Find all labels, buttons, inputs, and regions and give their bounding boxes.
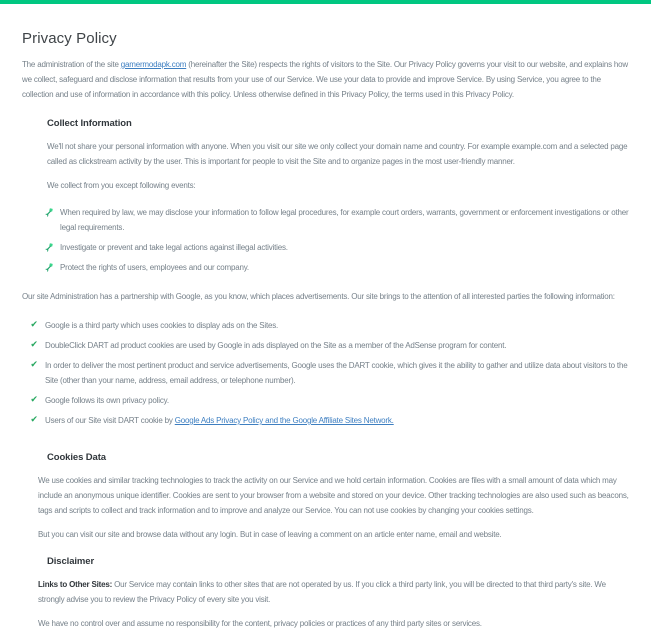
list-item xyxy=(29,393,631,408)
collect-paragraph-2: We collect from you except following events: xyxy=(47,181,196,190)
check-icon: ✔ xyxy=(30,340,38,350)
check-icon: ✔ xyxy=(30,360,38,370)
list-item-text: Protect the rights of users, employees and our company. xyxy=(60,263,249,272)
list-item xyxy=(29,318,631,333)
check-icon: ✔ xyxy=(30,395,38,405)
disclaimer-section xyxy=(38,556,631,631)
google-info-list xyxy=(29,318,631,428)
links-to-other-sites-label: Links to Other Sites: xyxy=(38,580,113,589)
list-item xyxy=(44,205,631,235)
list-item-text: Google follows its own privacy policy. xyxy=(45,396,169,405)
check-icon: ✔ xyxy=(30,320,38,330)
site-link[interactable]: gamermodapk.com xyxy=(120,60,187,69)
collect-paragraph-1: We'll not share your personal information with anyone. When you visit our site we only collect your domain name and country. For example example.com and a selected page called as clickstream activity by the user. This is important for people to visit the Site and to organize pages in the most user-friendly manner. xyxy=(47,142,628,166)
cookies-paragraph-1: We use cookies and similar tracking technologies to track the activity on our Service and we hold certain information. Cookies are files with a small amount of data which may include an anonymous unique identifier. Cookies are sent to your browser from a website and stored on your device. Other tracking technologies are also used such as beacons, tags and scripts to collect and track information and to improve and analyze our Service. You can not use cookies by changing your cookies settings. xyxy=(38,476,629,515)
check-icon: ✔ xyxy=(30,415,38,425)
google-partnership-paragraph: Our site Administration has a partnership with Google, as you know, which places advertisements. Our site brings to the attention of all interested parties the following information: xyxy=(22,292,615,301)
links-to-other-sites-text: Our Service may contain links to other sites that are not operated by us. If you click a third party link, you will be directed to that third party's site. We strongly advise you to review the Privacy Policy of every site you visit. xyxy=(38,580,606,604)
list-item xyxy=(29,338,631,353)
intro-pre-link-text: The administration of the site xyxy=(22,60,121,69)
intro-post-link-text: (hereinafter the Site) respects the rights of visitors to the Site. Our Privacy Policy governs your visit to our website, and explains how we collect, safeguard and disclose information that results from your use of our Service. We use your data to provide and improve Service. By using Service, you agree to the collection and use of information in accordance with this policy. Unless otherwise defined in this Privacy Policy, the terms used in this Privacy Policy. xyxy=(22,60,628,99)
rocket-sprout-icon xyxy=(44,263,54,273)
list-item-text: Investigate or prevent and take legal actions against illegal activities. xyxy=(60,243,288,252)
list-item xyxy=(44,260,631,275)
collect-information-heading: Collect Information xyxy=(47,118,132,129)
list-item-text: In order to deliver the most pertinent product and service advertisements, Google uses the DART cookie, which gives it the ability to gather and utilize data about visitors to the Site (other than your name, address, email address, or telephone number). xyxy=(45,361,628,385)
cookies-paragraph-2: But you can visit our site and browse data without any login. But in case of leaving a comment on an article enter name, email and website. xyxy=(38,530,502,539)
list-item-text: When required by law, we may disclose your information to follow legal procedures, for example court orders, warrants, government or enforcement investigations or other legal requirements. xyxy=(60,208,629,232)
list-item xyxy=(29,358,631,388)
collect-information-section xyxy=(47,118,631,275)
list-item xyxy=(44,240,631,255)
legal-events-list xyxy=(44,205,631,275)
page-title: Privacy Policy xyxy=(22,30,117,47)
cookies-data-section xyxy=(38,452,631,542)
intro-paragraph xyxy=(22,57,631,102)
disclaimer-heading: Disclaimer xyxy=(47,556,95,567)
google-ads-privacy-link[interactable]: Google Ads Privacy Policy and the Google Affiliate Sites Network. xyxy=(174,416,394,425)
privacy-policy-page xyxy=(0,4,651,631)
list-item-text xyxy=(45,413,394,428)
list-item-text: DoubleClick DART ad product cookies are used by Google in ads displayed on the Site as a member of the AdSense program for content. xyxy=(45,341,507,350)
cookies-data-heading: Cookies Data xyxy=(47,452,106,463)
disclaimer-paragraph-2: We have no control over and assume no responsibility for the content, privacy policies or practices of any third party sites or services. xyxy=(38,619,482,628)
dart-pre-link-text: Users of our Site visit DART cookie by xyxy=(45,416,175,425)
rocket-sprout-icon xyxy=(44,243,54,253)
list-item-text: Google is a third party which uses cookies to display ads on the Sites. xyxy=(45,321,279,330)
rocket-sprout-icon xyxy=(44,208,54,218)
disclaimer-links-paragraph xyxy=(38,577,631,607)
list-item xyxy=(29,413,631,428)
